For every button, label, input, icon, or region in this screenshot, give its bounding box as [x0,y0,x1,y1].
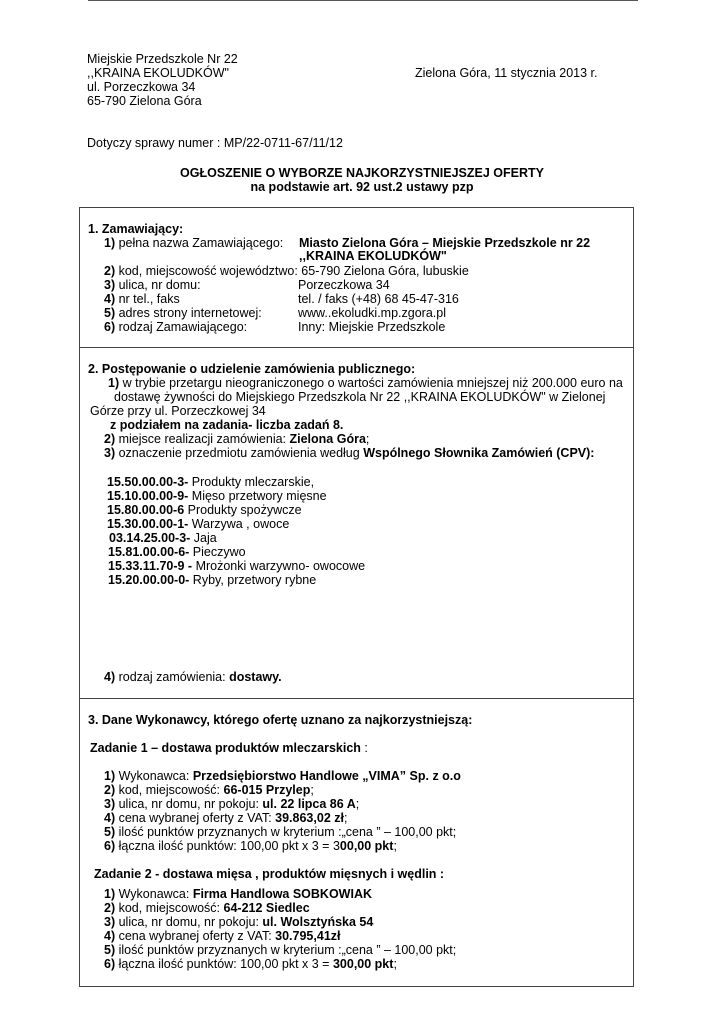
s2-p1-line3: Górze przy ul. Porzeczkowej 34 [90,404,266,418]
t2-street: 3) ulica, nr domu, nr pokoju: ul. Wolsztyńska 54 [104,915,374,929]
t1-points: 5) ilość punktów przyznanych w kryterium :„cena ” – 100,00 pkt; [104,825,457,839]
org-city: 65-790 Zielona Góra [87,94,202,108]
t2-price: 4) cena wybranej oferty z VAT: 30.795,41zł [104,929,341,943]
s1-value-6: Inny: Miejskie Przedszkole [298,320,446,334]
cpv-item: 15.30.00.00-1- Warzywa , owoce [107,517,290,531]
t1-price: 4) cena wybranej oferty z VAT: 39.863,02 zł; [104,811,348,825]
t1-city: 2) kod, miejscowość: 66-015 Przylep; [104,783,314,797]
cpv-item: 15.80.00.00-6 Produkty spożywcze [107,503,302,517]
org-street: ul. Porzeczkowa 34 [87,80,196,94]
s1-value-4: tel. / faks (+48) 68 45-47-316 [298,292,459,306]
s1-line-4: 4) nr tel., faks [104,292,180,306]
t2-points: 5) ilość punktów przyznanych w kryterium :„cena ” – 100,00 pkt; [104,943,457,957]
top-rule [88,0,638,1]
page-subtitle: na podstawie art. 92 ust.2 ustawy pzp [250,180,474,194]
section2-heading: 2. Postępowanie o udzielenie zamówienia publicznego: [88,362,416,376]
s2-p1-line2: dostawę żywności do Miejskiego Przedszkola Nr 22 ,,KRAINA EKOLUDKÓW" w Zielonej [114,390,606,404]
s1-line-2: 2) kod, miejscowość województwo: 65-790 Zielona Góra, lubuskie [104,264,469,278]
s1-line-1: 1) pełna nazwa Zamawiającego: [104,236,284,250]
t1-contractor: 1) Wykonawca: Przedsiębiorstwo Handlowe „VIMA” Sp. z o.o [104,769,461,783]
t2-contractor: 1) Wykonawca: Firma Handlowa SOBKOWIAK [104,887,373,901]
t2-total: 6) łączna ilość punktów: 100,00 pkt x 3 = 300,00 pkt; [104,957,397,971]
task2-title: Zadanie 2 - dostawa mięsa , produktów mięsnych i wędlin : [94,867,445,881]
org-name: Miejskie Przedszkole Nr 22 [87,52,238,66]
place-date: Zielona Góra, 11 stycznia 2013 r. [415,66,598,80]
cpv-item: 15.20.00.00-0- Ryby, przetwory rybne [108,573,317,587]
s2-p4: 4) rodzaj zamówienia: dostawy. [104,670,282,684]
cpv-item: 15.33.11.70-9 - Mrożonki warzywno- owocowe [108,559,366,573]
cpv-item: 15.81.00.00-6- Pieczywo [108,545,246,559]
t2-city: 2) kod, miejscowość: 64-212 Siedlec [104,901,310,915]
section-contractor [79,698,634,987]
org-name-2: ,,KRAINA EKOLUDKÓW" [87,66,229,80]
s1-value-1: Miasto Zielona Góra – Miejskie Przedszkole nr 22 [299,236,591,250]
t1-total: 6) łączna ilość punktów: 100,00 pkt x 3 = 300,00 pkt; [104,839,397,853]
cpv-item: 03.14.25.00-3- Jaja [109,531,217,545]
cpv-item: 15.50.00.00-3- Produkty mleczarskie, [107,475,315,489]
s1-line-6: 6) rodzaj Zamawiającego: [104,320,248,334]
s2-p2: 2) miejsce realizacji zamówienia: Zielona Góra; [104,432,370,446]
section-contracting-authority [79,207,634,348]
t1-street: 3) ulica, nr domu, nr pokoju: ul. 22 lipca 86 A; [104,797,360,811]
section1-heading: 1. Zamawiający: [88,222,184,236]
case-number: Dotyczy sprawy numer : MP/22-0711-67/11/12 [87,136,343,150]
section-procedure [79,347,634,699]
s1-line-3: 3) ulica, nr domu: [104,278,201,292]
s2-p1-line1: 1) w trybie przetargu nieograniczonego o wartości zamówienia mniejszej niż 200.000 euro na [108,376,623,390]
task1-title: Zadanie 1 – dostawa produktów mleczarskich : [90,741,368,755]
cpv-item: 15.10.00.00-9- Mięso przetwory mięsne [107,489,327,503]
s1-value-3: Porzeczkowa 34 [298,278,390,292]
s1-value-1b: ,,KRAINA EKOLUDKÓW" [299,249,447,263]
s1-value-5: www..ekoludki.mp.zgora.pl [298,306,446,320]
s1-line-5: 5) adres strony internetowej: [104,306,262,320]
page-title: OGŁOSZENIE O WYBORZE NAJKORZYSTNIEJSZEJ OFERTY [180,166,544,180]
s2-p3: 3) oznaczenie przedmiotu zamówienia według Wspólnego Słownika Zamówień (CPV): [104,446,595,460]
section3-heading: 3. Dane Wykonawcy, którego ofertę uznano za najkorzystniejszą: [88,713,473,727]
s2-task-count: z podziałem na zadania- liczba zadań 8. [110,418,344,432]
